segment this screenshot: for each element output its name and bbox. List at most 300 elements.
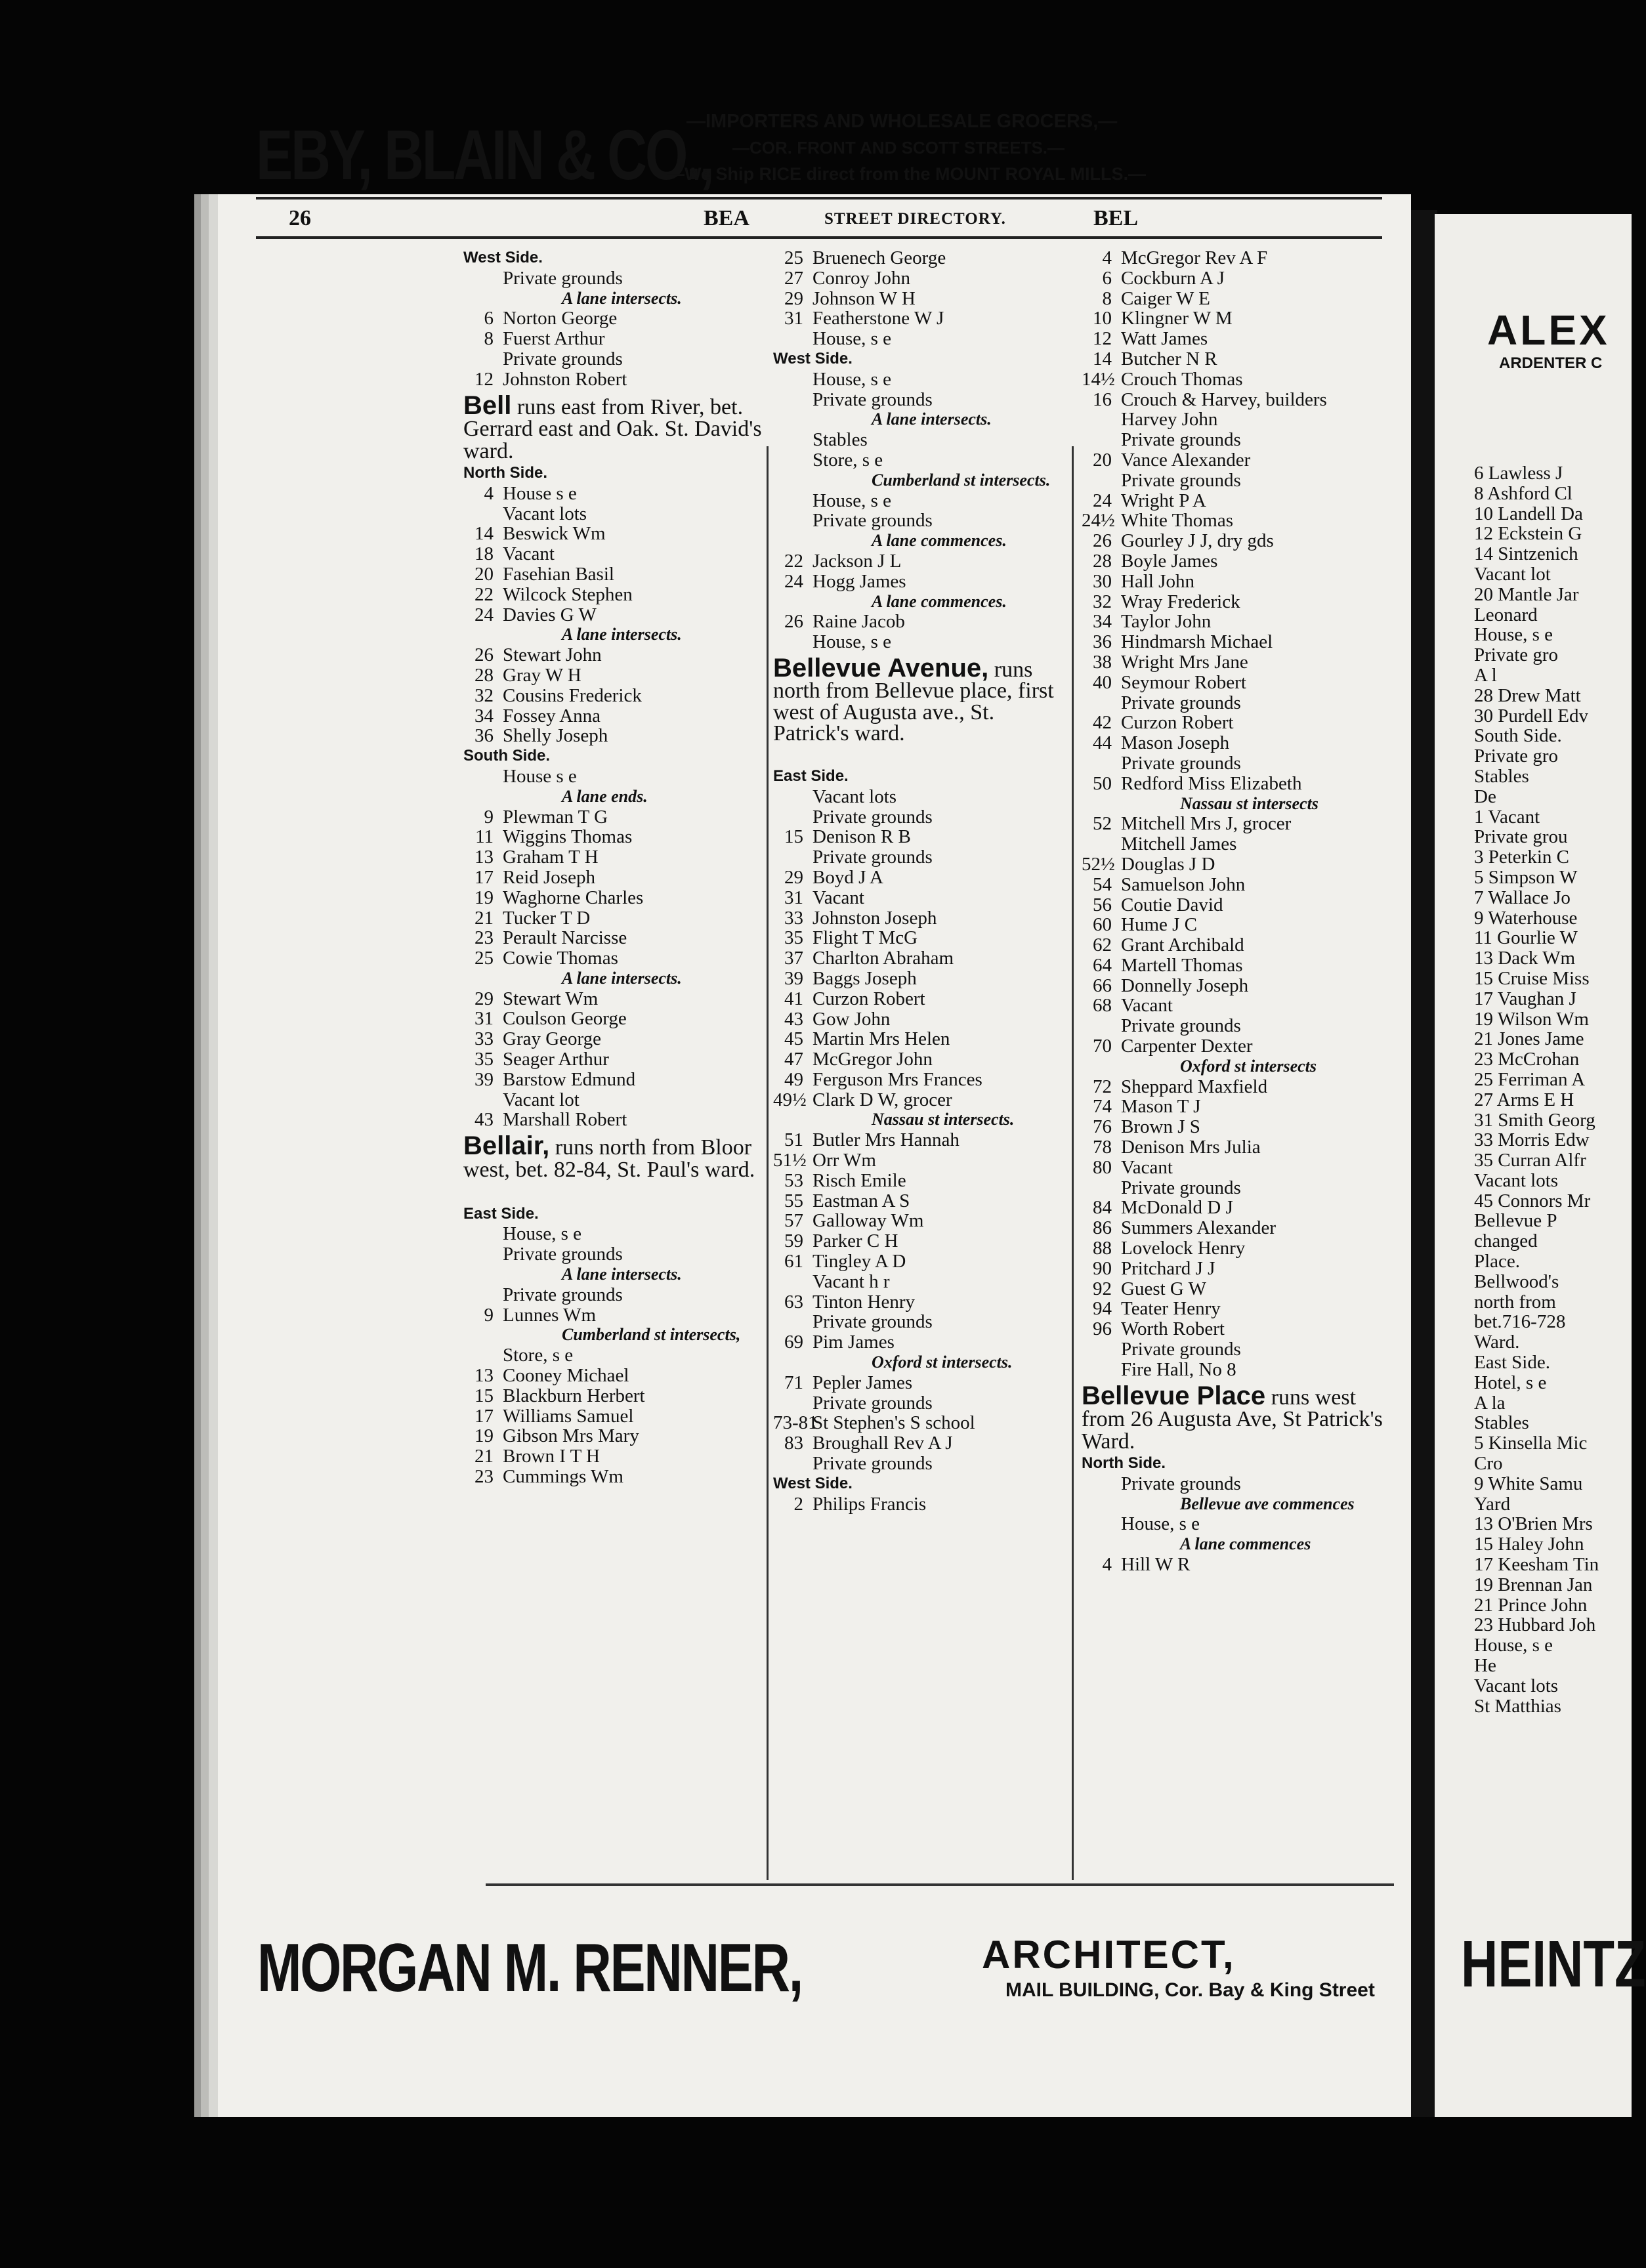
directory-entry xyxy=(463,888,765,908)
next-page-line: Vacant lot xyxy=(1474,563,1551,585)
directory-entry xyxy=(463,989,765,1009)
directory-line: House, s e xyxy=(812,490,892,511)
house-number: 21 xyxy=(475,1446,494,1467)
directory-line: Private grounds xyxy=(1121,692,1241,713)
street-description: runs north from Bellevue place, first west of Augusta ave., St. Patrick's ward. xyxy=(773,657,1054,746)
directory-entry xyxy=(1082,349,1390,369)
directory-entry xyxy=(1082,1077,1390,1097)
directory-entry xyxy=(463,868,765,888)
next-page-line: changed xyxy=(1474,1230,1538,1252)
next-page-line: 15 Haley John xyxy=(1474,1534,1584,1555)
resident-name: Butcher N R xyxy=(1121,348,1217,369)
house-number: 92 xyxy=(1093,1278,1112,1299)
directory-line: Private grounds xyxy=(1121,1015,1241,1037)
column-divider-2 xyxy=(1072,446,1074,1880)
directory-line: Private grounds xyxy=(812,1392,933,1414)
directory-line: Harvey John xyxy=(1121,409,1218,430)
street-description: runs west from 26 Augusta Ave, St Patrick's Ward. xyxy=(1082,1385,1383,1454)
resident-name: Gray W H xyxy=(503,664,581,686)
house-number: 15 xyxy=(475,1385,494,1406)
directory-line: House, s e xyxy=(503,1223,582,1245)
bottom-advertisement xyxy=(257,1929,1412,2021)
header-left-key: BEA xyxy=(704,206,749,230)
directory-entry xyxy=(1082,1238,1390,1259)
directory-line: House, s e xyxy=(812,328,892,350)
directory-entry xyxy=(463,564,765,585)
next-page-line: Private gro xyxy=(1474,746,1559,767)
directory-entry xyxy=(463,1070,765,1090)
house-number: 9 xyxy=(484,1304,494,1326)
resident-name: Hume J C xyxy=(1121,914,1197,936)
resident-name: Fasehian Basil xyxy=(503,563,614,585)
house-number: 62 xyxy=(1093,934,1112,956)
directory-entry xyxy=(773,868,1068,888)
house-number: 80 xyxy=(1093,1156,1112,1178)
resident-name: Fuerst Arthur xyxy=(503,328,605,350)
resident-name: Martin Mrs Helen xyxy=(812,1028,950,1050)
intersection-note: Nassau st intersects. xyxy=(872,1110,1015,1129)
next-page-line: 25 Ferriman A xyxy=(1474,1068,1586,1090)
next-page-line: 23 Hubbard Joh xyxy=(1474,1614,1596,1636)
directory-entry xyxy=(1082,551,1390,572)
house-number: 51½ xyxy=(773,1150,807,1171)
directory-entry xyxy=(1082,673,1390,693)
house-number: 50 xyxy=(1093,772,1112,794)
directory-line: Private grounds xyxy=(812,806,933,828)
header-title: STREET DIRECTORY. xyxy=(824,210,1006,228)
resident-name: Vacant xyxy=(1121,995,1173,1017)
house-number: 23 xyxy=(475,1466,494,1488)
house-number: 90 xyxy=(1093,1257,1112,1279)
resident-name: Mason T J xyxy=(1121,1096,1201,1118)
house-number: 94 xyxy=(1093,1298,1112,1320)
resident-name: Douglas J D xyxy=(1121,853,1215,875)
resident-name: Baggs Joseph xyxy=(812,967,917,989)
resident-name: Butler Mrs Hannah xyxy=(812,1129,960,1151)
directory-entry xyxy=(463,1446,765,1467)
directory-entry xyxy=(1082,1279,1390,1299)
next-page-line: 19 Brennan Jan xyxy=(1474,1574,1593,1595)
house-number: 22 xyxy=(784,550,803,572)
resident-name: Marshall Robert xyxy=(503,1109,627,1131)
directory-entry xyxy=(1082,531,1390,551)
house-number: 55 xyxy=(784,1190,803,1211)
intersection-note: A lane intersects. xyxy=(872,410,992,429)
directory-line: Fire Hall, No 8 xyxy=(1121,1358,1236,1380)
house-number: 24 xyxy=(475,604,494,625)
house-number: 21 xyxy=(475,907,494,929)
resident-name: Watt James xyxy=(1121,328,1208,350)
street-name: Bellevue Avenue, xyxy=(773,653,989,682)
resident-name: Orr Wm xyxy=(812,1150,876,1171)
directory-entry xyxy=(463,585,765,605)
house-number: 24 xyxy=(784,570,803,592)
directory-entry xyxy=(773,908,1068,929)
resident-name: Wray Frederick xyxy=(1121,591,1240,612)
house-number: 71 xyxy=(784,1372,803,1393)
directory-line: Private grounds xyxy=(503,267,623,289)
directory-entry xyxy=(1082,733,1390,753)
resident-name: Williams Samuel xyxy=(503,1405,634,1427)
house-number: 4 xyxy=(1102,1554,1112,1575)
house-number: 96 xyxy=(1093,1318,1112,1340)
directory-entry xyxy=(463,706,765,726)
street-name: Bellair, xyxy=(463,1131,550,1161)
directory-line: Private grounds xyxy=(1121,752,1241,774)
resident-name: Johnson W H xyxy=(812,287,916,309)
resident-name: Tucker T D xyxy=(503,907,591,929)
page-number: 26 xyxy=(289,206,311,230)
resident-name: Cummings Wm xyxy=(503,1466,623,1488)
resident-name: Conroy John xyxy=(812,267,911,289)
house-number: 33 xyxy=(475,1028,494,1050)
next-page-partial xyxy=(1435,214,1646,2117)
resident-name: Pim James xyxy=(812,1332,895,1353)
resident-name: Pepler James xyxy=(812,1372,913,1393)
resident-name: Hogg James xyxy=(812,570,906,592)
house-number: 34 xyxy=(475,705,494,726)
resident-name: Flight T McG xyxy=(812,927,918,949)
directory-entry xyxy=(773,928,1068,948)
resident-name: Eastman A S xyxy=(812,1190,910,1211)
resident-name: Hindmarsh Michael xyxy=(1121,631,1273,653)
next-page-line: bet.716-728 xyxy=(1474,1311,1566,1333)
house-number: 83 xyxy=(784,1433,803,1454)
column-2 xyxy=(773,248,1068,1514)
house-number: 32 xyxy=(475,684,494,706)
house-number: 11 xyxy=(475,826,494,848)
house-number: 17 xyxy=(475,1405,494,1427)
directory-line: Private grounds xyxy=(1121,1473,1241,1494)
intersection-note: A lane intersects. xyxy=(562,288,682,308)
resident-name: Tingley A D xyxy=(812,1251,906,1272)
house-number: 29 xyxy=(784,287,803,309)
directory-entry xyxy=(773,308,1068,329)
house-number: 63 xyxy=(784,1291,803,1312)
resident-name: Cousins Frederick xyxy=(503,684,642,706)
next-page-line: St Matthias xyxy=(1474,1695,1561,1717)
next-page-line: 13 Dack Wm xyxy=(1474,948,1576,969)
directory-entry xyxy=(1082,935,1390,956)
resident-name: Seymour Robert xyxy=(1121,671,1246,693)
house-number: 35 xyxy=(784,927,803,949)
resident-name: Galloway Wm xyxy=(812,1210,924,1232)
resident-name: Denison Mrs Julia xyxy=(1121,1137,1261,1158)
resident-name: Gibson Mrs Mary xyxy=(503,1425,639,1447)
directory-entry xyxy=(773,969,1068,989)
resident-name: Sheppard Maxfield xyxy=(1121,1076,1268,1097)
resident-name: Klingner W M xyxy=(1121,308,1233,329)
next-page-line: 33 Morris Edw xyxy=(1474,1129,1590,1151)
resident-name: Fossey Anna xyxy=(503,705,601,726)
house-number: 6 xyxy=(484,308,494,329)
house-number: 66 xyxy=(1093,975,1112,996)
next-page-ad-bottom: HEINTZ xyxy=(1461,1927,1646,2001)
directory-entry xyxy=(463,524,765,544)
directory-line: Private grounds xyxy=(812,388,933,410)
resident-name: Cowie Thomas xyxy=(503,948,618,969)
house-number: 29 xyxy=(475,988,494,1009)
street-heading xyxy=(1082,1381,1390,1454)
directory-entry xyxy=(463,928,765,948)
directory-entry xyxy=(773,1332,1068,1353)
resident-name: Johnston Joseph xyxy=(812,907,937,929)
house-number: 23 xyxy=(475,927,494,949)
house-number: 88 xyxy=(1093,1238,1112,1259)
house-number: 33 xyxy=(784,907,803,929)
house-number: 60 xyxy=(1093,914,1112,936)
house-number: 14 xyxy=(1093,348,1112,369)
directory-entry xyxy=(1082,814,1390,834)
directory-entry xyxy=(463,1305,765,1326)
house-number: 43 xyxy=(475,1109,494,1131)
resident-name: Stewart Wm xyxy=(503,988,599,1009)
directory-entry xyxy=(463,369,765,390)
house-number: 36 xyxy=(1093,631,1112,653)
house-number: 28 xyxy=(475,664,494,686)
column-3 xyxy=(1082,248,1390,1575)
resident-name: Guest G W xyxy=(1121,1278,1206,1299)
side-heading: East Side. xyxy=(463,1204,539,1223)
advertiser-details xyxy=(667,108,1382,187)
next-page-line: Private gro xyxy=(1474,644,1559,666)
directory-line: House, s e xyxy=(812,631,892,653)
next-page-line: 17 Keesham Tin xyxy=(1474,1554,1599,1576)
directory-entry xyxy=(463,1426,765,1446)
directory-entry xyxy=(1082,1319,1390,1339)
resident-name: Parker C H xyxy=(812,1230,898,1252)
directory-line: Private grounds xyxy=(503,348,623,369)
intersection-note: A lane intersects. xyxy=(562,625,682,644)
directory-entry xyxy=(1082,592,1390,612)
house-number: 42 xyxy=(1093,712,1112,734)
house-number: 20 xyxy=(1093,449,1112,471)
directory-entry xyxy=(1082,1097,1390,1117)
directory-entry xyxy=(1082,854,1390,875)
intersection-note: A lane commences. xyxy=(872,531,1007,551)
next-page-line: 5 Simpson W xyxy=(1474,866,1578,888)
ad-line-3: —We Ship RICE direct from the MOUNT ROYAL MILLS.— xyxy=(667,164,1147,184)
house-number: 19 xyxy=(475,1425,494,1447)
directory-line: House, s e xyxy=(1121,1513,1200,1535)
directory-entry xyxy=(463,544,765,564)
directory-entry xyxy=(1082,1299,1390,1319)
resident-name: Curzon Robert xyxy=(1121,712,1234,734)
resident-name: Vacant xyxy=(503,543,555,565)
resident-name: Pritchard J J xyxy=(1121,1257,1215,1279)
column-divider-1 xyxy=(767,446,769,1880)
ad-line-1: —IMPORTERS AND WHOLESALE GROCERS,— xyxy=(686,111,1118,132)
next-page-line: A la xyxy=(1474,1392,1506,1414)
resident-name: McGregor Rev A F xyxy=(1121,247,1268,268)
directory-entry xyxy=(1082,572,1390,592)
side-heading: South Side. xyxy=(463,747,550,765)
next-page-line: Hotel, s e xyxy=(1474,1372,1547,1393)
resident-name: Tinton Henry xyxy=(812,1291,916,1312)
page-header xyxy=(256,197,1382,239)
directory-entry xyxy=(773,572,1068,592)
house-number: 53 xyxy=(784,1169,803,1191)
house-number: 72 xyxy=(1093,1076,1112,1097)
next-page-line: 5 Kinsella Mic xyxy=(1474,1433,1588,1454)
resident-name: Stewart John xyxy=(503,644,602,666)
directory-line: Private grounds xyxy=(1121,469,1241,491)
directory-entry xyxy=(1082,1555,1390,1575)
resident-name: Samuelson John xyxy=(1121,873,1246,895)
next-page-line: 10 Landell Da xyxy=(1474,503,1583,524)
house-number: 15 xyxy=(784,826,803,848)
directory-line: Vacant h r xyxy=(812,1270,890,1292)
resident-name: Grant Archibald xyxy=(1121,934,1244,956)
directory-entry xyxy=(773,612,1068,632)
resident-name: Gow John xyxy=(812,1008,891,1030)
directory-entry xyxy=(773,1292,1068,1312)
next-page-line: 1 Vacant xyxy=(1474,806,1540,828)
resident-name: Curzon Robert xyxy=(812,988,925,1009)
resident-name: McGregor John xyxy=(812,1049,933,1070)
house-number: 30 xyxy=(1093,570,1112,592)
intersection-note: Oxford st intersects xyxy=(1180,1056,1317,1076)
house-number: 73-81 xyxy=(773,1412,818,1434)
house-number: 57 xyxy=(784,1210,803,1232)
resident-name: Taylor John xyxy=(1121,611,1212,633)
next-page-line: Cro xyxy=(1474,1453,1503,1475)
resident-name: Raine Jacob xyxy=(812,611,905,633)
next-page-line: 30 Purdell Edv xyxy=(1474,705,1588,726)
resident-name: Vacant xyxy=(812,887,864,908)
directory-entry xyxy=(1082,308,1390,329)
resident-name: Wright Mrs Jane xyxy=(1121,651,1248,673)
directory-line: Private grounds xyxy=(1121,1177,1241,1198)
house-number: 31 xyxy=(475,1008,494,1030)
house-number: 84 xyxy=(1093,1197,1112,1219)
house-number: 16 xyxy=(1093,388,1112,410)
next-page-line: 9 White Samu xyxy=(1474,1473,1583,1494)
resident-name: St Stephen's S school xyxy=(812,1412,975,1434)
house-number: 61 xyxy=(784,1251,803,1272)
house-number: 64 xyxy=(1093,954,1112,976)
house-number: 69 xyxy=(784,1332,803,1353)
advertiser-name: EBY, BLAIN & CO., xyxy=(256,115,713,194)
directory-line: House s e xyxy=(503,765,577,787)
intersection-note: Nassau st intersects xyxy=(1180,793,1319,813)
next-page-lines xyxy=(1474,463,1599,1716)
next-page-line: 9 Waterhouse xyxy=(1474,907,1578,929)
directory-entry xyxy=(773,1413,1068,1433)
architect-title: ARCHITECT, xyxy=(982,1933,1236,1977)
directory-entry xyxy=(773,1171,1068,1191)
directory-entry xyxy=(773,888,1068,908)
resident-name: White Thomas xyxy=(1121,510,1234,532)
house-number: 22 xyxy=(475,583,494,605)
directory-entry xyxy=(463,807,765,828)
resident-name: Lovelock Henry xyxy=(1121,1238,1246,1259)
resident-name: Donnelly Joseph xyxy=(1121,975,1249,996)
next-page-line: Bellevue P xyxy=(1474,1210,1557,1232)
directory-entry xyxy=(773,1231,1068,1251)
next-page-line: 6 Lawless J xyxy=(1474,463,1563,484)
resident-name: Redford Miss Elizabeth xyxy=(1121,772,1302,794)
house-number: 70 xyxy=(1093,1036,1112,1057)
directory-entry xyxy=(1082,369,1390,390)
resident-name: Coutie David xyxy=(1121,894,1223,915)
house-number: 52 xyxy=(1093,813,1112,835)
intersection-note: Cumberland st intersects. xyxy=(872,470,1051,490)
directory-line: Private grounds xyxy=(1121,429,1241,451)
directory-line: Private grounds xyxy=(812,510,933,532)
directory-line: Stables xyxy=(812,429,868,451)
resident-name: Mitchell Mrs J, grocer xyxy=(1121,813,1292,835)
resident-name: Vacant xyxy=(1121,1156,1173,1178)
house-number: 52½ xyxy=(1082,853,1115,875)
directory-entry xyxy=(1082,1218,1390,1238)
intersection-note: A lane intersects. xyxy=(562,968,682,988)
house-number: 14 xyxy=(475,523,494,545)
intersection-note: Oxford st intersects. xyxy=(872,1353,1013,1372)
resident-name: Charlton Abraham xyxy=(812,948,954,969)
next-page-line: Stables xyxy=(1474,765,1529,787)
directory-entry xyxy=(463,1110,765,1130)
resident-name: Summers Alexander xyxy=(1121,1217,1276,1239)
house-number: 34 xyxy=(1093,611,1112,633)
resident-name: Mason Joseph xyxy=(1121,732,1230,754)
house-number: 9 xyxy=(484,806,494,828)
directory-entry xyxy=(1082,1117,1390,1137)
book-spine xyxy=(1411,210,1437,2117)
resident-name: Shelly Joseph xyxy=(503,725,608,747)
directory-entry xyxy=(773,551,1068,572)
ad-line-2: —COR. FRONT AND SCOTT STREETS.— xyxy=(732,138,1065,158)
next-page-line: South Side. xyxy=(1474,725,1562,747)
next-page-line: Ward. xyxy=(1474,1332,1520,1353)
directory-entry xyxy=(1082,390,1390,410)
street-name: Bell xyxy=(463,390,512,420)
resident-name: Featherstone W J xyxy=(812,308,944,329)
house-number: 41 xyxy=(784,988,803,1009)
next-page-line: 19 Wilson Wm xyxy=(1474,1008,1589,1030)
directory-entry xyxy=(463,827,765,847)
street-heading xyxy=(773,653,1068,764)
directory-line: House, s e xyxy=(812,368,892,390)
directory-entry xyxy=(1082,1158,1390,1178)
resident-name: House s e xyxy=(503,482,577,504)
next-page-line: 27 Arms E H xyxy=(1474,1089,1574,1110)
intersection-note: Bellevue ave commences xyxy=(1180,1494,1355,1513)
resident-name: Carpenter Dexter xyxy=(1121,1036,1253,1057)
resident-name: Davies G W xyxy=(503,604,597,625)
resident-name: Brown J S xyxy=(1121,1116,1200,1138)
house-number: 39 xyxy=(475,1068,494,1090)
house-number: 26 xyxy=(475,644,494,666)
resident-name: Waghorne Charles xyxy=(503,887,644,908)
house-number: 51 xyxy=(784,1129,803,1151)
resident-name: Risch Emile xyxy=(812,1169,906,1191)
resident-name: Vance Alexander xyxy=(1121,449,1251,471)
resident-name: Boyd J A xyxy=(812,866,883,888)
directory-entry xyxy=(1082,1259,1390,1279)
side-heading: North Side. xyxy=(463,463,548,482)
directory-entry xyxy=(463,484,765,504)
next-page-line: 13 O'Brien Mrs xyxy=(1474,1513,1593,1535)
resident-name: Seager Arthur xyxy=(503,1049,609,1070)
house-number: 25 xyxy=(475,948,494,969)
top-advertisement xyxy=(256,102,1385,200)
resident-name: Lunnes Wm xyxy=(503,1304,597,1326)
house-number: 8 xyxy=(484,328,494,350)
directory-entry xyxy=(463,948,765,969)
intersection-note: A lane intersects. xyxy=(562,1265,682,1284)
next-page-line: 20 Mantle Jar xyxy=(1474,583,1579,605)
